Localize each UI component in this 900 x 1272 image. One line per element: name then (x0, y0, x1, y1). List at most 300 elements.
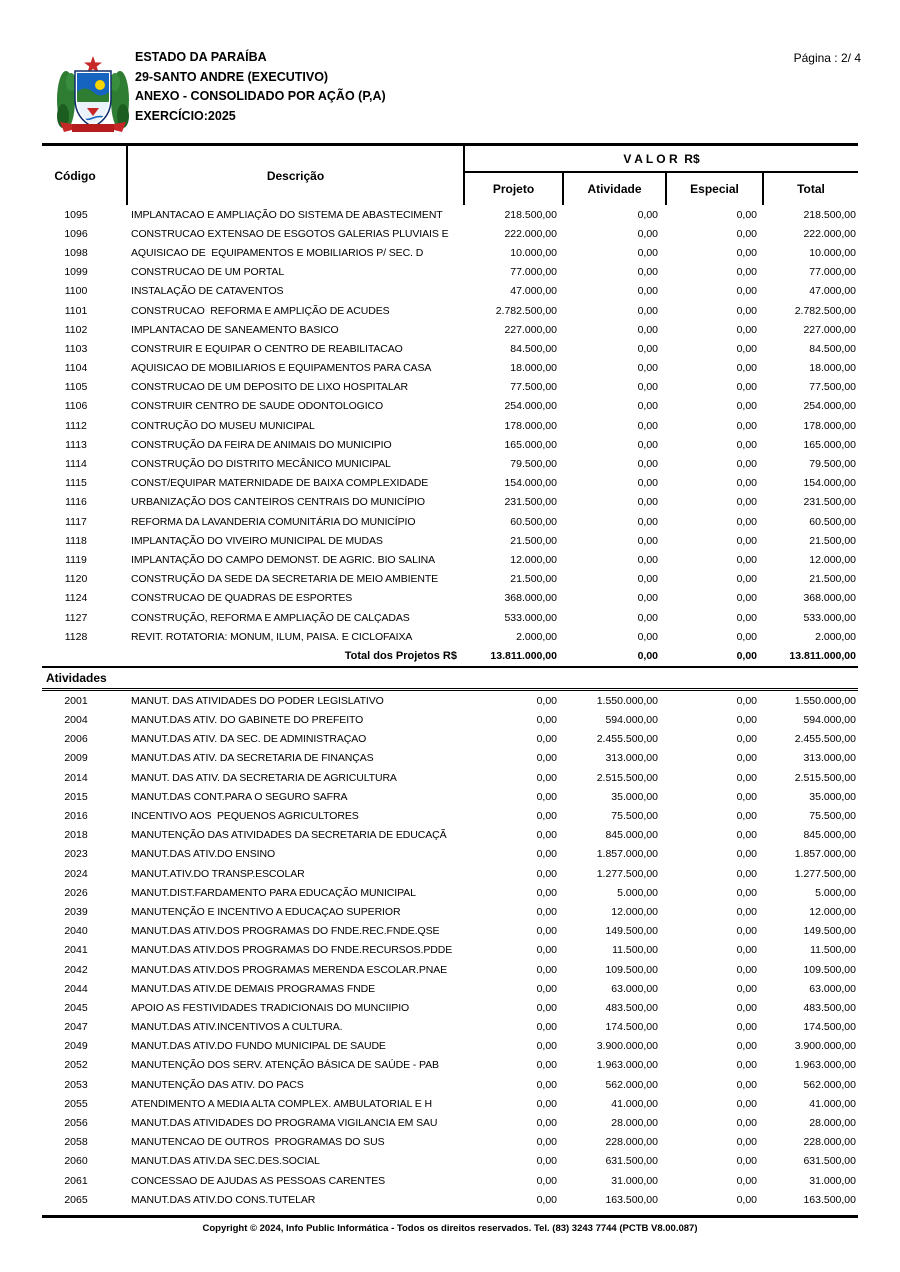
row-code: 1106 (64, 400, 88, 413)
row-especial-value: 0,00 (736, 534, 757, 547)
row-atividade-value: 2.515.500,00 (596, 771, 658, 784)
row-atividade-value: 0,00 (637, 342, 658, 355)
table-row (42, 205, 858, 224)
row-code: 2026 (64, 886, 88, 899)
row-description: MANUT.DAS ATIVIDADES DO PROGRAMA VIGILANCIA EM SAU (131, 1117, 438, 1130)
row-atividade-value: 0,00 (637, 362, 658, 375)
row-projeto-value: 0,00 (536, 1040, 557, 1053)
row-total-value: 231.500,00 (803, 496, 856, 509)
row-total-value: 533.000,00 (803, 611, 856, 624)
page-number-label: Página : 2/ 4 (793, 51, 861, 65)
row-description: CONSTRUCAO DE UM PORTAL (131, 266, 285, 279)
row-code: 2060 (64, 1155, 88, 1168)
header-valor-label: V A L O R R$ (465, 146, 858, 173)
row-projeto-value: 79.500,00 (510, 458, 557, 471)
row-atividade-value: 0,00 (637, 458, 658, 471)
row-total-value: 79.500,00 (809, 458, 856, 471)
row-especial-value: 0,00 (736, 1155, 757, 1168)
row-especial-value: 0,00 (736, 246, 757, 259)
row-especial-value: 0,00 (736, 733, 757, 746)
row-especial-value: 0,00 (736, 1193, 757, 1206)
row-especial-value: 0,00 (736, 1117, 757, 1130)
row-projeto-value: 0,00 (536, 982, 557, 995)
row-total-value: 12.000,00 (809, 905, 856, 918)
row-description: MANUT.DAS ATIV.DOS PROGRAMAS DO FNDE.RECURSOS.PDDE (131, 944, 453, 957)
table-row (42, 960, 858, 979)
row-atividade-value: 0,00 (637, 592, 658, 605)
row-total-value: 149.500,00 (803, 925, 856, 938)
row-total-value: 562.000,00 (803, 1078, 856, 1091)
row-total-value: 75.500,00 (809, 810, 856, 823)
row-especial-value: 0,00 (736, 982, 757, 995)
row-atividade-value: 594.000,00 (605, 714, 658, 727)
row-description: MANUT.DAS ATIV.DO ENSINO (131, 848, 276, 861)
row-projeto-value: 254.000,00 (504, 400, 557, 413)
row-code: 2044 (64, 982, 88, 995)
row-code: 1096 (64, 227, 88, 240)
row-projeto-value: 12.000,00 (510, 553, 557, 566)
row-description: REVIT. ROTATORIA: MONUM, ILUM, PAISA. E CICLOFAIXA (131, 630, 413, 643)
row-projeto-value: 0,00 (536, 1097, 557, 1110)
row-code: 1117 (65, 515, 87, 528)
row-especial-value: 0,00 (736, 400, 757, 413)
row-projeto-value: 533.000,00 (504, 611, 557, 624)
row-total-value: 21.500,00 (809, 573, 856, 586)
table-row (42, 474, 858, 493)
row-total-value: 10.000,00 (809, 246, 856, 259)
row-especial-value: 0,00 (736, 1174, 757, 1187)
row-especial-value: 0,00 (736, 752, 757, 765)
row-code: 1098 (64, 246, 88, 259)
row-total-value: 2.455.500,00 (794, 733, 856, 746)
row-atividade-value: 0,00 (637, 496, 658, 509)
row-description: CONST/EQUIPAR MATERNIDADE DE BAIXA COMPLEXIDADE (131, 477, 429, 490)
row-especial-value: 0,00 (736, 1040, 757, 1053)
copyright-footer: Copyright © 2024, Info Public Informática - Todos os direitos reservados. Tel. (83) 3243 7744 (PCTB V8.00.087) (42, 1215, 858, 1234)
row-total-value: 21.500,00 (809, 534, 856, 547)
row-projeto-value: 77.000,00 (510, 266, 557, 279)
row-projeto-value: 0,00 (536, 694, 557, 707)
table-row (42, 1133, 858, 1152)
row-total-value: 165.000,00 (803, 438, 856, 451)
table-row (42, 1190, 858, 1209)
row-description: INSTALAÇÃO DE CATAVENTOS (131, 285, 284, 298)
row-description: CONSTRUÇÃO DA FEIRA DE ANIMAIS DO MUNICIPIO (131, 438, 392, 451)
table-row (42, 263, 858, 282)
row-especial-value: 0,00 (736, 905, 757, 918)
table-row (42, 979, 858, 998)
row-code: 2053 (64, 1078, 88, 1091)
table-row (42, 320, 858, 339)
row-description: MANUT.DAS ATIV.DO FUNDO MUNICIPAL DE SAUDE (131, 1040, 386, 1053)
table-row (42, 1094, 858, 1113)
row-code: 2004 (64, 714, 88, 727)
table-row (42, 902, 858, 921)
projects-total-label: Total dos Projetos R$ (344, 650, 457, 663)
table-row (42, 243, 858, 262)
row-description: AQUISICAO DE EQUIPAMENTOS E MOBILIARIOS P/ SEC. D (131, 246, 424, 259)
row-total-value: 2.515.500,00 (794, 771, 856, 784)
row-atividade-value: 0,00 (637, 419, 658, 432)
row-atividade-value: 0,00 (637, 285, 658, 298)
row-code: 1127 (64, 611, 88, 624)
row-total-value: 1.857.000,00 (794, 848, 856, 861)
entity-title: 29-SANTO ANDRE (EXECUTIVO) (135, 69, 329, 84)
row-description: MANUTENÇÃO E INCENTIVO A EDUCAÇAO SUPERIOR (131, 905, 401, 918)
row-projeto-value: 0,00 (536, 867, 557, 880)
table-row (42, 359, 858, 378)
row-especial-value: 0,00 (736, 285, 757, 298)
table-row (42, 1056, 858, 1075)
row-projeto-value: 154.000,00 (504, 477, 557, 490)
row-atividade-value: 41.000,00 (611, 1097, 658, 1110)
row-projeto-value: 165.000,00 (504, 438, 557, 451)
row-code: 2016 (64, 810, 88, 823)
row-code: 2058 (64, 1136, 88, 1149)
row-projeto-value: 218.500,00 (504, 208, 557, 221)
row-atividade-value: 75.500,00 (611, 810, 658, 823)
row-description: CONSTRUCAO DE QUADRAS DE ESPORTES (131, 592, 353, 605)
row-especial-value: 0,00 (736, 477, 757, 490)
table-row (42, 864, 858, 883)
row-especial-value: 0,00 (736, 496, 757, 509)
row-code: 1105 (64, 381, 88, 394)
row-code: 1104 (64, 362, 88, 375)
table-row (42, 1152, 858, 1171)
row-code: 1120 (64, 573, 88, 586)
row-atividade-value: 0,00 (637, 630, 658, 643)
row-especial-value: 0,00 (736, 925, 757, 938)
row-projeto-value: 0,00 (536, 714, 557, 727)
row-projeto-value: 18.000,00 (510, 362, 557, 375)
row-description: MANUT.DAS ATIV. DA SECRETARIA DE FINANÇAS (131, 752, 374, 765)
row-especial-value: 0,00 (736, 438, 757, 451)
row-code: 2047 (64, 1021, 88, 1034)
row-total-value: 368.000,00 (803, 592, 856, 605)
row-description: APOIO AS FESTIVIDADES TRADICIONAIS DO MUNCIIPIO (131, 1001, 410, 1014)
table-row (42, 998, 858, 1017)
row-projeto-value: 0,00 (536, 829, 557, 842)
row-description: URBANIZAÇÃO DOS CANTEIROS CENTRAIS DO MUNICÍPIO (131, 496, 425, 509)
header-valor-group (465, 146, 858, 205)
row-description: MANUT.DAS CONT.PARA O SEGURO SAFRA (131, 790, 348, 803)
table-row (42, 550, 858, 569)
row-code: 1095 (64, 208, 88, 221)
row-projeto-value: 77.500,00 (510, 381, 557, 394)
table-row (42, 627, 858, 646)
row-code: 1124 (64, 592, 88, 605)
row-atividade-value: 109.500,00 (605, 963, 658, 976)
row-code: 2052 (64, 1059, 88, 1072)
row-total-value: 631.500,00 (803, 1155, 856, 1168)
table-row (42, 922, 858, 941)
row-projeto-value: 0,00 (536, 1001, 557, 1014)
header-descricao: Descrição (128, 146, 465, 205)
row-total-value: 28.000,00 (809, 1117, 856, 1130)
row-atividade-value: 5.000,00 (617, 886, 658, 899)
row-code: 1112 (65, 419, 87, 432)
row-total-value: 2.782.500,00 (794, 304, 856, 317)
row-projeto-value: 178.000,00 (504, 419, 557, 432)
row-description: CONSTRUCAO EXTENSAO DE ESGOTOS GALERIAS PLUVIAIS E (131, 227, 449, 240)
row-total-value: 227.000,00 (803, 323, 856, 336)
row-projeto-value: 0,00 (536, 848, 557, 861)
projects-rows (42, 205, 858, 646)
row-especial-value: 0,00 (736, 630, 757, 643)
row-atividade-value: 313.000,00 (605, 752, 658, 765)
row-total-value: 178.000,00 (803, 419, 856, 432)
row-atividade-value: 0,00 (637, 400, 658, 413)
row-projeto-value: 60.500,00 (510, 515, 557, 528)
table-row (42, 435, 858, 454)
header-total: Total (762, 173, 858, 205)
row-atividade-value: 1.550.000,00 (596, 694, 658, 707)
row-atividade-value: 1.857.000,00 (596, 848, 658, 861)
row-code: 2056 (64, 1117, 88, 1130)
row-atividade-value: 0,00 (637, 534, 658, 547)
row-atividade-value: 28.000,00 (611, 1117, 658, 1130)
table-row (42, 1113, 858, 1132)
row-atividade-value: 174.500,00 (605, 1021, 658, 1034)
table-row (42, 1018, 858, 1037)
row-code: 2006 (64, 733, 88, 746)
row-especial-value: 0,00 (736, 1021, 757, 1034)
table-row (42, 1171, 858, 1190)
row-description: MANUT.DAS ATIV.INCENTIVOS A CULTURA. (131, 1021, 343, 1034)
row-projeto-value: 0,00 (536, 905, 557, 918)
row-total-value: 154.000,00 (803, 477, 856, 490)
table-row (42, 730, 858, 749)
row-total-value: 109.500,00 (803, 963, 856, 976)
row-projeto-value: 21.500,00 (510, 573, 557, 586)
row-especial-value: 0,00 (736, 323, 757, 336)
row-description: MANUTENÇÃO DAS ATIV. DO PACS (131, 1078, 304, 1091)
row-atividade-value: 11.500,00 (612, 944, 658, 957)
row-especial-value: 0,00 (736, 266, 757, 279)
row-especial-value: 0,00 (736, 829, 757, 842)
row-projeto-value: 227.000,00 (504, 323, 557, 336)
row-especial-value: 0,00 (736, 771, 757, 784)
table-row (42, 416, 858, 435)
row-description: IMPLANTACAO DE SANEAMENTO BASICO (131, 323, 339, 336)
row-description: MANUT.DAS ATIV. DA SEC. DE ADMINISTRAÇAO (131, 733, 367, 746)
table-row (42, 768, 858, 787)
row-description: MANUTENCAO DE OUTROS PROGRAMAS DO SUS (131, 1136, 385, 1149)
row-total-value: 84.500,00 (809, 342, 856, 355)
row-total-value: 163.500,00 (803, 1193, 856, 1206)
row-especial-value: 0,00 (736, 458, 757, 471)
table-header (42, 143, 858, 205)
table-row (42, 608, 858, 627)
row-especial-value: 0,00 (736, 419, 757, 432)
row-description: CONCESSAO DE AJUDAS AS PESSOAS CARENTES (131, 1174, 386, 1187)
row-projeto-value: 0,00 (536, 1021, 557, 1034)
table-row (42, 883, 858, 902)
row-code: 1100 (64, 285, 88, 298)
row-atividade-value: 631.500,00 (605, 1155, 658, 1168)
row-description: MANUTENÇÃO DAS ATIVIDADES DA SECRETARIA DE EDUCAÇÃ (131, 829, 447, 842)
row-description: MANUT.DIST.FARDAMENTO PARA EDUCAÇÃO MUNICIPAL (131, 886, 416, 899)
header-atividade: Atividade (562, 173, 665, 205)
row-code: 2045 (64, 1001, 88, 1014)
header-codigo: Código (42, 146, 128, 205)
row-atividade-value: 63.000,00 (611, 982, 658, 995)
row-description: IMPLANTAÇÃO DO VIVEIRO MUNICIPAL DE MUDAS (131, 534, 383, 547)
row-description: CONSTRUÇÃO DO DISTRITO MECÂNICO MUNICIPAL (131, 458, 391, 471)
row-especial-value: 0,00 (736, 714, 757, 727)
projects-total-projeto: 13.811.000,00 (490, 650, 557, 663)
row-total-value: 254.000,00 (803, 400, 856, 413)
table-row (42, 397, 858, 416)
row-atividade-value: 12.000,00 (611, 905, 658, 918)
row-atividade-value: 845.000,00 (605, 829, 658, 842)
row-total-value: 218.500,00 (803, 208, 856, 221)
row-total-value: 174.500,00 (803, 1021, 856, 1034)
table-row (42, 806, 858, 825)
row-atividade-value: 1.277.500,00 (596, 867, 658, 880)
row-especial-value: 0,00 (736, 1059, 757, 1072)
row-atividade-value: 562.000,00 (605, 1078, 658, 1091)
row-code: 1099 (64, 266, 88, 279)
row-code: 1103 (64, 342, 88, 355)
row-projeto-value: 368.000,00 (504, 592, 557, 605)
row-total-value: 18.000,00 (809, 362, 856, 375)
row-projeto-value: 0,00 (536, 1117, 557, 1130)
row-total-value: 1.550.000,00 (794, 694, 856, 707)
row-description: CONSTRUÇÃO, REFORMA E AMPLIAÇÃO DE CALÇADAS (131, 611, 410, 624)
report-title: ANEXO - CONSOLIDADO POR AÇÃO (P,A) (135, 89, 386, 103)
row-code: 1114 (65, 458, 87, 471)
row-projeto-value: 0,00 (536, 771, 557, 784)
row-total-value: 594.000,00 (803, 714, 856, 727)
row-description: MANUT.DAS ATIV.DA SEC.DES.SOCIAL (131, 1155, 320, 1168)
row-projeto-value: 10.000,00 (510, 246, 557, 259)
row-projeto-value: 21.500,00 (510, 534, 557, 547)
activities-section-header: Atividades (42, 668, 858, 691)
row-code: 2014 (64, 771, 88, 784)
row-especial-value: 0,00 (736, 867, 757, 880)
row-total-value: 47.000,00 (809, 285, 856, 298)
row-especial-value: 0,00 (736, 381, 757, 394)
row-atividade-value: 0,00 (637, 611, 658, 624)
row-especial-value: 0,00 (736, 1136, 757, 1149)
state-title: ESTADO DA PARAÍBA (135, 50, 267, 64)
row-atividade-value: 483.500,00 (605, 1001, 658, 1014)
row-description: MANUT.ATIV.DO TRANSP.ESCOLAR (131, 867, 305, 880)
table-row (42, 787, 858, 806)
table-row (42, 512, 858, 531)
row-code: 1101 (64, 304, 88, 317)
row-projeto-value: 0,00 (536, 790, 557, 803)
row-total-value: 845.000,00 (803, 829, 856, 842)
table-row (42, 691, 858, 710)
table-row (42, 339, 858, 358)
row-especial-value: 0,00 (736, 362, 757, 375)
row-projeto-value: 0,00 (536, 1193, 557, 1206)
row-code: 2041 (64, 944, 88, 957)
row-description: CONSTRUIR CENTRO DE SAUDE ODONTOLOGICO (131, 400, 384, 413)
budget-table (42, 143, 858, 1234)
row-projeto-value: 0,00 (536, 1174, 557, 1187)
row-projeto-value: 84.500,00 (510, 342, 557, 355)
exercise-title: EXERCÍCIO:2025 (135, 108, 236, 123)
row-especial-value: 0,00 (736, 694, 757, 707)
header-projeto: Projeto (492, 182, 535, 196)
row-especial-value: 0,00 (736, 592, 757, 605)
row-code: 2039 (64, 905, 88, 918)
row-especial-value: 0,00 (736, 1097, 757, 1110)
table-row (42, 941, 858, 960)
row-especial-value: 0,00 (736, 790, 757, 803)
row-atividade-value: 0,00 (637, 477, 658, 490)
row-total-value: 1.963.000,00 (794, 1059, 856, 1072)
row-projeto-value: 0,00 (536, 1078, 557, 1091)
row-projeto-value: 0,00 (536, 1136, 557, 1149)
row-especial-value: 0,00 (736, 573, 757, 586)
table-row (42, 589, 858, 608)
row-description: CONSTRUÇÃO DA SEDE DA SECRETARIA DE MEIO AMBIENTE (131, 573, 439, 586)
row-atividade-value: 0,00 (637, 553, 658, 566)
table-row (42, 282, 858, 301)
row-description: MANUTENÇÃO DOS SERV. ATENÇÃO BÁSICA DE SAÚDE - PAB (131, 1059, 439, 1072)
row-code: 1128 (64, 630, 88, 643)
row-projeto-value: 0,00 (536, 1059, 557, 1072)
row-description: INCENTIVO AOS PEQUENOS AGRICULTORES (131, 810, 359, 823)
row-code: 2009 (64, 752, 88, 765)
row-especial-value: 0,00 (736, 1078, 757, 1091)
table-row (42, 493, 858, 512)
row-total-value: 1.277.500,00 (794, 867, 856, 880)
row-projeto-value: 2.000,00 (516, 630, 557, 643)
row-especial-value: 0,00 (736, 208, 757, 221)
row-code: 2061 (64, 1174, 88, 1187)
table-row (42, 749, 858, 768)
row-especial-value: 0,00 (736, 227, 757, 240)
row-especial-value: 0,00 (736, 342, 757, 355)
row-atividade-value: 0,00 (637, 515, 658, 528)
table-row (42, 224, 858, 243)
row-description: CONSTRUCAO DE UM DEPOSITO DE LIXO HOSPITALAR (131, 381, 409, 394)
row-especial-value: 0,00 (736, 944, 757, 957)
row-total-value: 483.500,00 (803, 1001, 856, 1014)
row-code: 2015 (64, 790, 88, 803)
table-row (42, 1037, 858, 1056)
coat-of-arms-icon (54, 56, 132, 138)
activities-rows (42, 691, 858, 1209)
row-code: 2018 (64, 829, 88, 842)
row-description: IMPLANTACAO E AMPLIAÇÃO DO SISTEMA DE ABASTECIMENT (131, 208, 443, 221)
row-total-value: 5.000,00 (815, 886, 856, 899)
row-total-value: 77.500,00 (809, 381, 856, 394)
row-code: 2001 (64, 694, 88, 707)
row-atividade-value: 3.900.000,00 (596, 1040, 658, 1053)
row-atividade-value: 163.500,00 (605, 1193, 658, 1206)
row-projeto-value: 0,00 (536, 925, 557, 938)
row-atividade-value: 228.000,00 (605, 1136, 658, 1149)
row-projeto-value: 2.782.500,00 (495, 304, 557, 317)
row-total-value: 77.000,00 (809, 266, 856, 279)
row-atividade-value: 0,00 (637, 323, 658, 336)
row-atividade-value: 0,00 (637, 573, 658, 586)
row-projeto-value: 0,00 (536, 733, 557, 746)
row-atividade-value: 149.500,00 (605, 925, 658, 938)
row-description: CONSTRUCAO REFORMA E AMPLIÇÃO DE ACUDES (131, 304, 390, 317)
row-total-value: 222.000,00 (803, 227, 856, 240)
row-atividade-value: 0,00 (637, 246, 658, 259)
row-code: 2065 (64, 1193, 88, 1206)
table-row (42, 531, 858, 550)
row-atividade-value: 0,00 (637, 227, 658, 240)
